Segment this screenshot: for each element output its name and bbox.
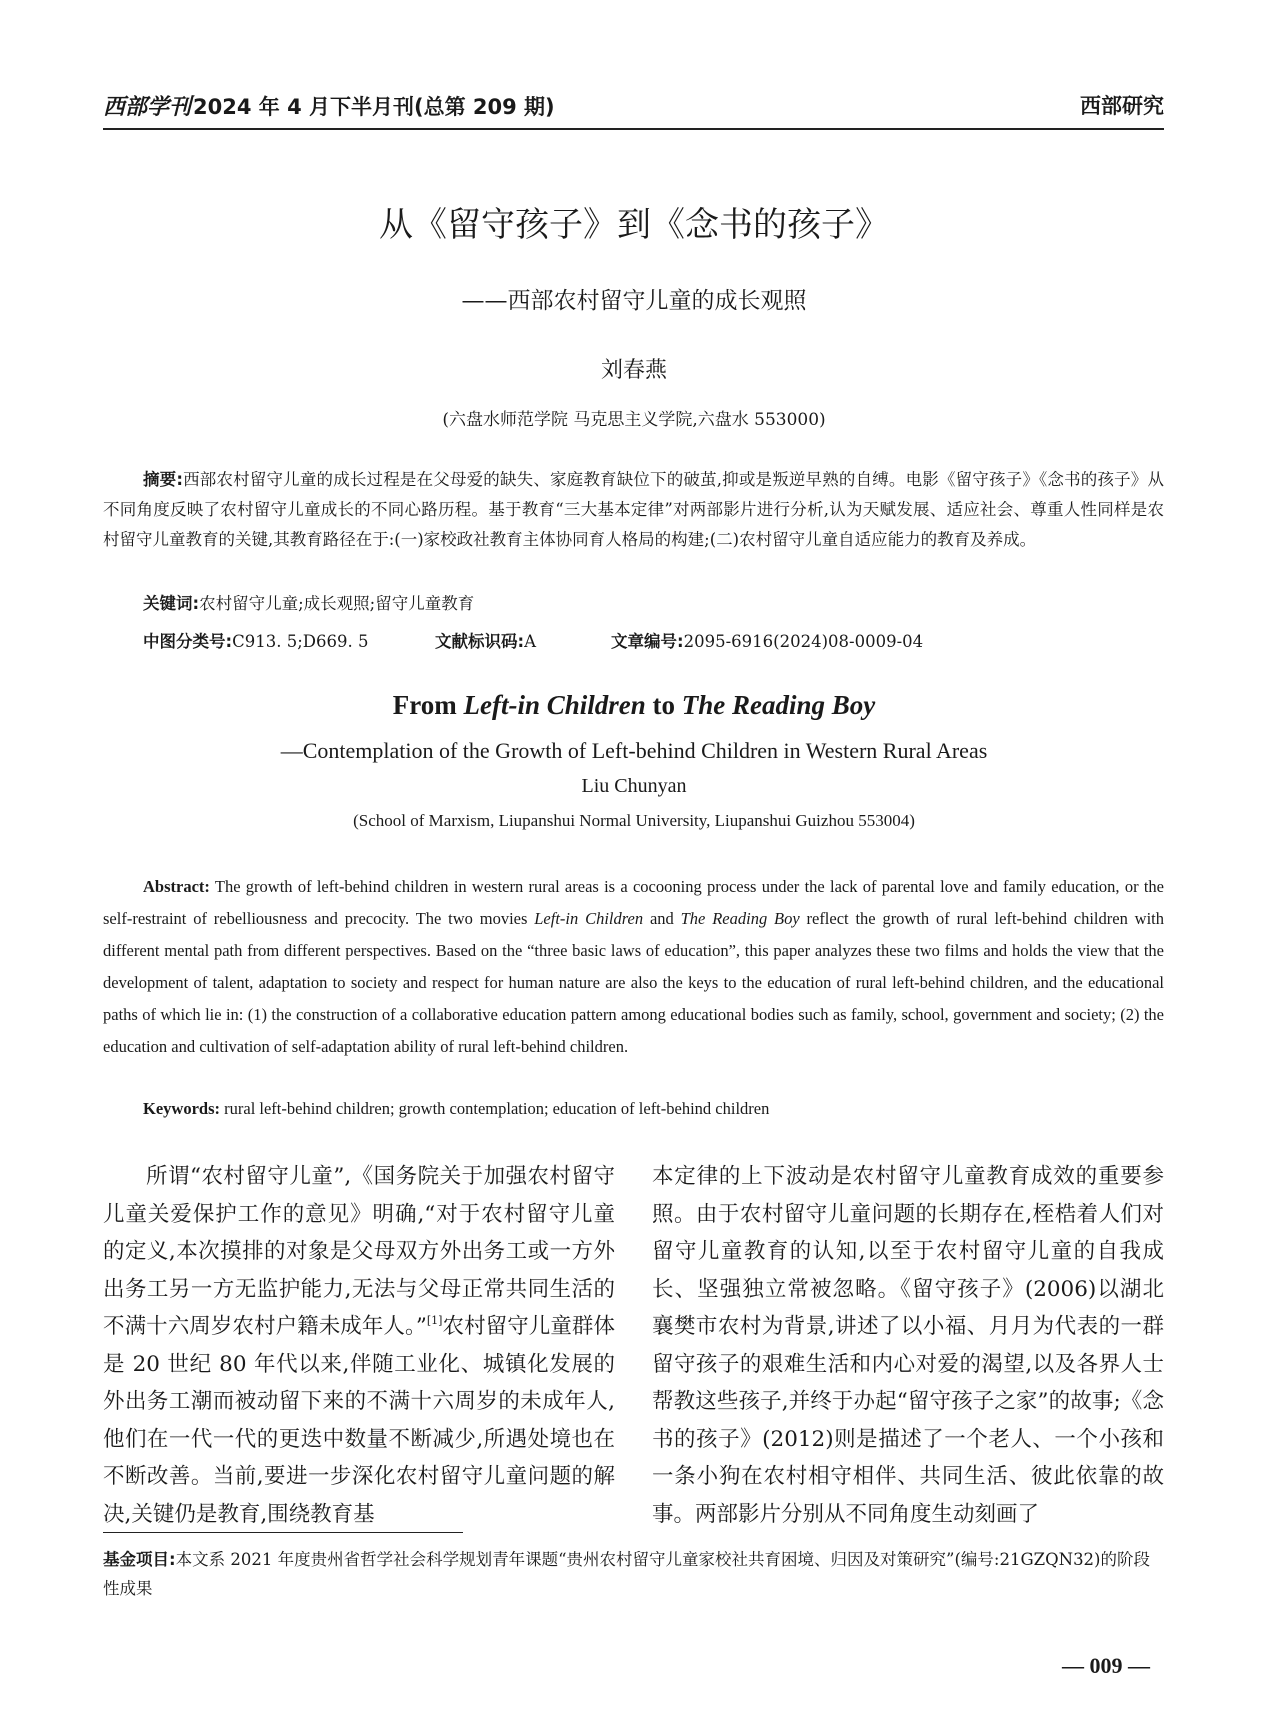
issue-label: 2024 年 4 月下半月刊(总第 209 期) xyxy=(193,95,555,119)
abstract-chinese xyxy=(103,465,1164,555)
keywords-english: Keywords: rural left-behind children; growth contemplation; education of left-behind children xyxy=(143,1099,770,1118)
abstract-english: Abstract: The growth of left-behind children in western rural areas is a cocooning process under the lack of parental love and family education, or the self-restraint of rebelliousness and precocity. The two movies Left-in Children and The Reading Boy reflect the growth of rural left-behind children with different mental path from different perspectives. Based on the “three basic laws of education”, this paper analyzes these two films and holds the view that the development of talent, adaptation to society and respect for human nature are also the keys to the education of rural left-behind children, and the educational paths of which lie in: (1) the construction of a collaborative education pattern among educational bodies such as family, school, government and society; (2) the education and cultivation of self-adaptation ability of rural left-behind children. xyxy=(103,877,1164,1056)
keywords-label: 关键词: xyxy=(143,594,200,613)
abstract-label: 摘要: xyxy=(143,470,183,489)
abstract-text: 西部农村留守儿童的成长过程是在父母爱的缺失、家庭教育缺位下的破茧,抑或是叛逆早熟的自缚。电影《留守孩子》《念书的孩子》从不同角度反映了农村留守儿童成长的不同心路历程。基于教育“三大基本定律”对两部影片进行分析,认为天赋发展、适应社会、尊重人性同样是农村留守儿童教育的关键,其教育路径在于:(一)家校政社教育主体协同育人格局的构建;(二)农村留守儿童自适应能力的教育及养成。 xyxy=(103,470,1164,549)
classification-row xyxy=(143,628,923,652)
subtitle-english: —Contemplation of the Growth of Left-behind Children in Western Rural Areas xyxy=(280,738,988,763)
subtitle-chinese: ——西部农村留守儿童的成长观照 xyxy=(461,288,807,314)
citation-marker: [1] xyxy=(426,1314,443,1327)
film-title-1: Left-in Children xyxy=(463,690,646,720)
doc-code-label: 文献标识码: xyxy=(435,632,525,651)
abstract-en-label: Abstract: xyxy=(143,877,210,896)
journal-logo: 西部学刊 xyxy=(103,94,192,120)
footnote xyxy=(103,1545,1164,1603)
affiliation-english: (School of Marxism, Liupanshui Normal University, Liupanshui Guizhou 553004) xyxy=(353,811,915,830)
affiliation-chinese: (六盘水师范学院 马克思主义学院,六盘水 553000) xyxy=(442,410,826,430)
article-number-value: 2095-6916(2024)08-0009-04 xyxy=(683,632,924,651)
journal-issue xyxy=(103,90,555,121)
keywords-text: 农村留守儿童;成长观照;留守儿童教育 xyxy=(199,594,475,613)
article-number-label: 文章编号: xyxy=(611,632,684,651)
author-english: Liu Chunyan xyxy=(581,775,687,797)
funding-label: 基金项目: xyxy=(103,1550,176,1569)
doc-code-value: A xyxy=(524,632,537,651)
clc-value: C913. 5;D669. 5 xyxy=(232,632,369,651)
body-column-right: 本定律的上下波动是农村留守儿童教育成效的重要参照。由于农村留守儿童问题的长期存在,桎梏着人们对留守儿童教育的认知,以至于农村留守儿童的自我成长、坚强独立常被忽略。《留守孩子》(2006)以湖北襄樊市农村为背景,讲述了以小福、月月为代表的一群留守孩子的艰难生活和内心对爱的渴望,以及各界人士帮教这些孩子,并终于办起“留守孩子之家”的故事;《念书的孩子》(2012)则是描述了一个老人、一个小孩和一条小狗在农村相守相伴、共同生活、彼此依靠的故事。两部影片分别从不同角度生动刻画了 xyxy=(652,1164,1164,1527)
clc-label: 中图分类号: xyxy=(143,632,233,651)
title-english: From Left-in Children to The Reading Boy xyxy=(392,690,876,720)
title-chinese: 从《留守孩子》到《念书的孩子》 xyxy=(379,205,889,245)
keywords-en-label: Keywords: xyxy=(143,1099,220,1118)
body-column-left: 所谓“农村留守儿童”,《国务院关于加强农村留守儿童关爱保护工作的意见》明确,“对于农村留守儿童的定义,本次摸排的对象是父母双方外出务工或一方外出务工另一方无监护能力,无法与父母正常共同生活的不满十六周岁农村户籍未成年人。”[1]农村留守儿童群体是 20 世纪 80 年代以来,伴随工业化、城镇化发展的外出务工潮而被动留下来的不满十六周岁的未成年人,他们在一代一代的更迭中数量不断减少,所遇处境也在不断改善。当前,要进一步深化农村留守儿童问题的解决,关键仍是教育,围绕教育基 xyxy=(103,1164,615,1527)
header-divider xyxy=(103,128,1164,130)
page-number: — 009 — xyxy=(1062,1653,1150,1678)
footnote-divider xyxy=(103,1532,463,1533)
section-label: 西部研究 xyxy=(1080,94,1164,118)
funding-text: 本文系 2021 年度贵州省哲学社会科学规划青年课题“贵州农村留守儿童家校社共育困境、归因及对策研究”(编号:21GZQN32)的阶段性成果 xyxy=(103,1550,1150,1598)
keywords-chinese xyxy=(143,590,474,614)
author-chinese: 刘春燕 xyxy=(600,358,667,383)
page-header xyxy=(103,90,1164,124)
film-title-2: The Reading Boy xyxy=(681,690,876,720)
